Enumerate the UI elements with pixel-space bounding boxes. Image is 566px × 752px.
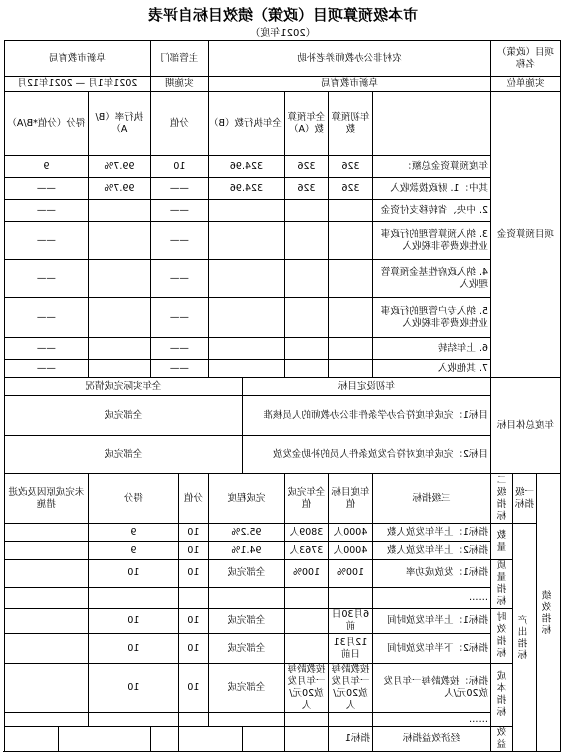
ind-done: 100% [284,560,328,588]
funds-header-score: 得分（分值*B/A） [4,92,88,156]
indicator-row [4,664,560,713]
funds-row-initial [328,338,372,360]
funds-row-rate [88,338,150,360]
ind-l2-label: 经济效益指标 [372,727,490,752]
indicators-section-label: 绩效指标 [537,474,561,752]
impl-value: 阜新市教育局 [208,77,490,92]
dept-value: 阜新市教育局 [4,41,150,77]
funds-row-initial [328,360,372,378]
funds-row-label: 年度预算资金总额： [372,156,490,178]
effect-indicator-label: 效益 [490,727,512,752]
funds-row-label: 2. 中央、省转移支付资金 [372,200,490,222]
funds-row-score: —— [4,338,88,360]
ind-l3: 指标1：上半年发放时间 [372,609,490,634]
ind-score: 10 [88,560,178,588]
funds-row-annual [284,360,328,378]
funds-row-initial [328,200,372,222]
funds-row [4,360,560,378]
funds-row-label: 3. 纳入预算管理的行政事业性收费等非税收入 [372,222,490,260]
indicator-row [4,542,560,560]
funds-row-score: —— [4,360,88,378]
ind-target: 4000人 [328,524,372,542]
ind-header-l2: 二级指标 [490,474,512,524]
ind-degree: 全部完成 [208,560,284,588]
funds-row [4,200,560,222]
funds-header-value: 分值 [150,92,208,156]
funds-row-exec: 324.96 [208,178,284,200]
ind-value: 10 [178,664,208,713]
funds-row [4,178,560,200]
goal-actual: 全部完成 [4,396,242,436]
goals-section-label: 年度总体目标 [490,378,560,474]
funds-row-exec: 324.96 [208,156,284,178]
ind-l2-label: 质量指标 [490,560,512,609]
ind-l3: 指标1 [328,727,372,752]
ind-score: 9 [88,524,178,542]
ind-score: 10 [88,609,178,634]
ind-header-score: 得分 [88,474,178,524]
funds-row-exec [208,360,284,378]
ind-target [328,713,372,727]
output-indicator-label: 产出指标 [513,524,537,752]
ind-header-value: 分值 [178,474,208,524]
funds-row [4,298,560,338]
ind-l3: …… [372,713,490,727]
funds-row-rate: 99.7% [88,178,150,200]
funds-row-label: 5. 纳入专户管理的行政事业性收费等非税收入 [372,298,490,338]
funds-row-value: —— [150,178,208,200]
ind-degree [208,713,284,727]
funds-row-score: —— [4,298,88,338]
funds-header-rate: 执行率（B/A） [88,92,150,156]
ind-degree [208,587,284,608]
funds-row-annual: 326 [284,156,328,178]
funds-row-label: 7. 其他收入 [372,360,490,378]
ind-score: 10 [88,664,178,713]
ind-value: 10 [178,560,208,588]
impl-row [4,77,560,92]
funds-row-score: —— [4,260,88,298]
goals-header-actual: 全年实际完成情况 [4,378,242,396]
ind-header-l3: 三级指标 [372,474,490,524]
ind-target: 12月31日前 [328,634,372,664]
funds-section-label: 项目预算资金 [490,92,560,378]
ind-degree: 全部完成 [208,634,284,664]
ind-l3: 指标1：上半年发放人数 [372,524,490,542]
ind-reason [4,587,88,608]
funds-row [4,260,560,298]
indicator-row [4,634,560,664]
indicators-header-row [4,474,560,524]
indicator-row [4,713,560,727]
goal-actual: 全部完成 [4,436,242,474]
funds-row-rate [88,222,150,260]
ind-done: 3809人 [284,524,328,542]
ind-reason [4,713,88,727]
funds-row-exec [208,222,284,260]
funds-row-initial [328,260,372,298]
ind-value: 10 [178,634,208,664]
indicator-row [4,560,560,588]
funds-row-annual [284,260,328,298]
ind-reason [4,609,88,634]
ind-reason [4,727,58,752]
funds-row-initial [328,222,372,260]
ind-l2-label: 成本指标 [490,664,512,727]
indicator-row [4,727,560,752]
funds-row-value: —— [150,222,208,260]
ind-header-reason: 未完成原因及改进措施 [4,474,88,524]
funds-row-initial: 326 [328,156,372,178]
form-subtitle: （2021年度） [250,28,316,39]
funds-row-value: —— [150,200,208,222]
ind-target: 100% [328,560,372,588]
funds-header-exec: 全年执行数（B） [208,92,284,156]
funds-row-value: —— [150,360,208,378]
ind-reason [4,664,88,713]
funds-row-label: 6. 上年结转 [372,338,490,360]
ind-reason [4,524,88,542]
ind-header-degree: 完成程度 [208,474,284,524]
funds-header-row [4,92,560,156]
evaluation-table [4,40,561,752]
ind-target [328,587,372,608]
funds-row-score: 9 [4,156,88,178]
period-label: 实施期 [150,77,208,92]
ind-value [150,727,178,752]
funds-row-label: 4. 纳入政府性基金预算管理收入 [372,260,490,298]
dept-label: 主管部门 [150,41,208,77]
funds-row-annual [284,200,328,222]
impl-label: 实施单位 [490,77,560,92]
ind-degree [178,727,242,752]
ind-score [58,727,150,752]
funds-row-initial [328,298,372,338]
funds-row [4,222,560,260]
period-value: 2021年1月 — 2021年12月 [4,77,150,92]
funds-row-exec [208,260,284,298]
ind-l3: 指标2：下半年发放时间 [372,634,490,664]
funds-row-exec [208,338,284,360]
ind-target [284,727,328,752]
ind-reason [4,560,88,588]
ind-done: 3763人 [284,542,328,560]
ind-l2-label: 数量 [490,524,512,560]
goal-row [4,396,560,436]
goal-target: 目标2：完成年度对符合发放条件人员的补助金发放 [242,436,490,474]
funds-header-annual: 全年预算数（A） [284,92,328,156]
ind-header-done: 全年完成值 [284,474,328,524]
ind-l3: …… [372,587,490,608]
ind-l2-label: 时效指标 [490,609,512,664]
goals-header-set: 年初设定目标 [242,378,490,396]
ind-degree: 全部完成 [208,664,284,713]
ind-value [178,713,208,727]
ind-score [88,587,178,608]
ind-l3: 指标2：上半年发放人数 [372,542,490,560]
ind-done [284,609,328,634]
funds-row-score: —— [4,200,88,222]
ind-done [284,713,328,727]
ind-header-target: 年度目标值 [328,474,372,524]
ind-value [178,587,208,608]
indicator-row [4,609,560,634]
ind-degree: 95.2% [208,524,284,542]
ind-target: 6月30日前 [328,609,372,634]
funds-row-annual [284,338,328,360]
funds-row-exec [208,200,284,222]
funds-header-initial: 年初预算数 [328,92,372,156]
funds-row-value: —— [150,260,208,298]
project-name-value: 农村非公办教师养老补助 [208,41,490,77]
ind-value: 10 [178,609,208,634]
ind-l3: 指标：按教龄每一年月发放20元/人 [372,664,490,713]
funds-row-value: —— [150,298,208,338]
ind-done [284,587,328,608]
ind-degree: 94.1% [208,542,284,560]
funds-row-rate [88,298,150,338]
funds-row-annual [284,222,328,260]
funds-row-rate: 99.7% [88,156,150,178]
funds-row-annual [284,298,328,338]
funds-row-score: —— [4,178,88,200]
ind-score: 9 [88,542,178,560]
funds-row-initial: 326 [328,178,372,200]
ind-value: 10 [178,524,208,542]
ind-reason [4,634,88,664]
ind-done [242,727,284,752]
ind-target: 4000人 [328,542,372,560]
ind-score: 10 [88,634,178,664]
ind-l3: 指标1：发放成功率 [372,560,490,588]
funds-row-annual: 326 [284,178,328,200]
funds-row [4,156,560,178]
ind-header-l1: 一级指标 [513,474,537,524]
ind-degree: 全部完成 [208,609,284,634]
funds-row-score: —— [4,222,88,260]
funds-row [4,338,560,360]
funds-row-rate [88,360,150,378]
goals-header-row [4,378,560,396]
goal-target: 目标1：完成年度符合办学条件非公办教师的人员核准 [242,396,490,436]
ind-target: 按教龄每一年月发放20元/人 [328,664,372,713]
ind-reason [4,542,88,560]
funds-row-label: 其中：1. 财政拨款收入 [372,178,490,200]
funds-row-rate [88,260,150,298]
ind-score [88,713,178,727]
project-name-label: 项目（政策）名称 [490,41,560,77]
funds-row-value: —— [150,338,208,360]
funds-row-value: 10 [150,156,208,178]
funds-row-exec [208,298,284,338]
project-name-row [4,41,560,77]
indicator-row [4,524,560,542]
goal-row [4,436,560,474]
ind-done [284,634,328,664]
indicator-row [4,587,560,608]
form-title: 市本级预算项目（政策）绩效目标自评表 [148,6,419,24]
funds-row-rate [88,200,150,222]
ind-value: 10 [178,542,208,560]
ind-done: 按教龄每一年月发放20元/人 [284,664,328,713]
